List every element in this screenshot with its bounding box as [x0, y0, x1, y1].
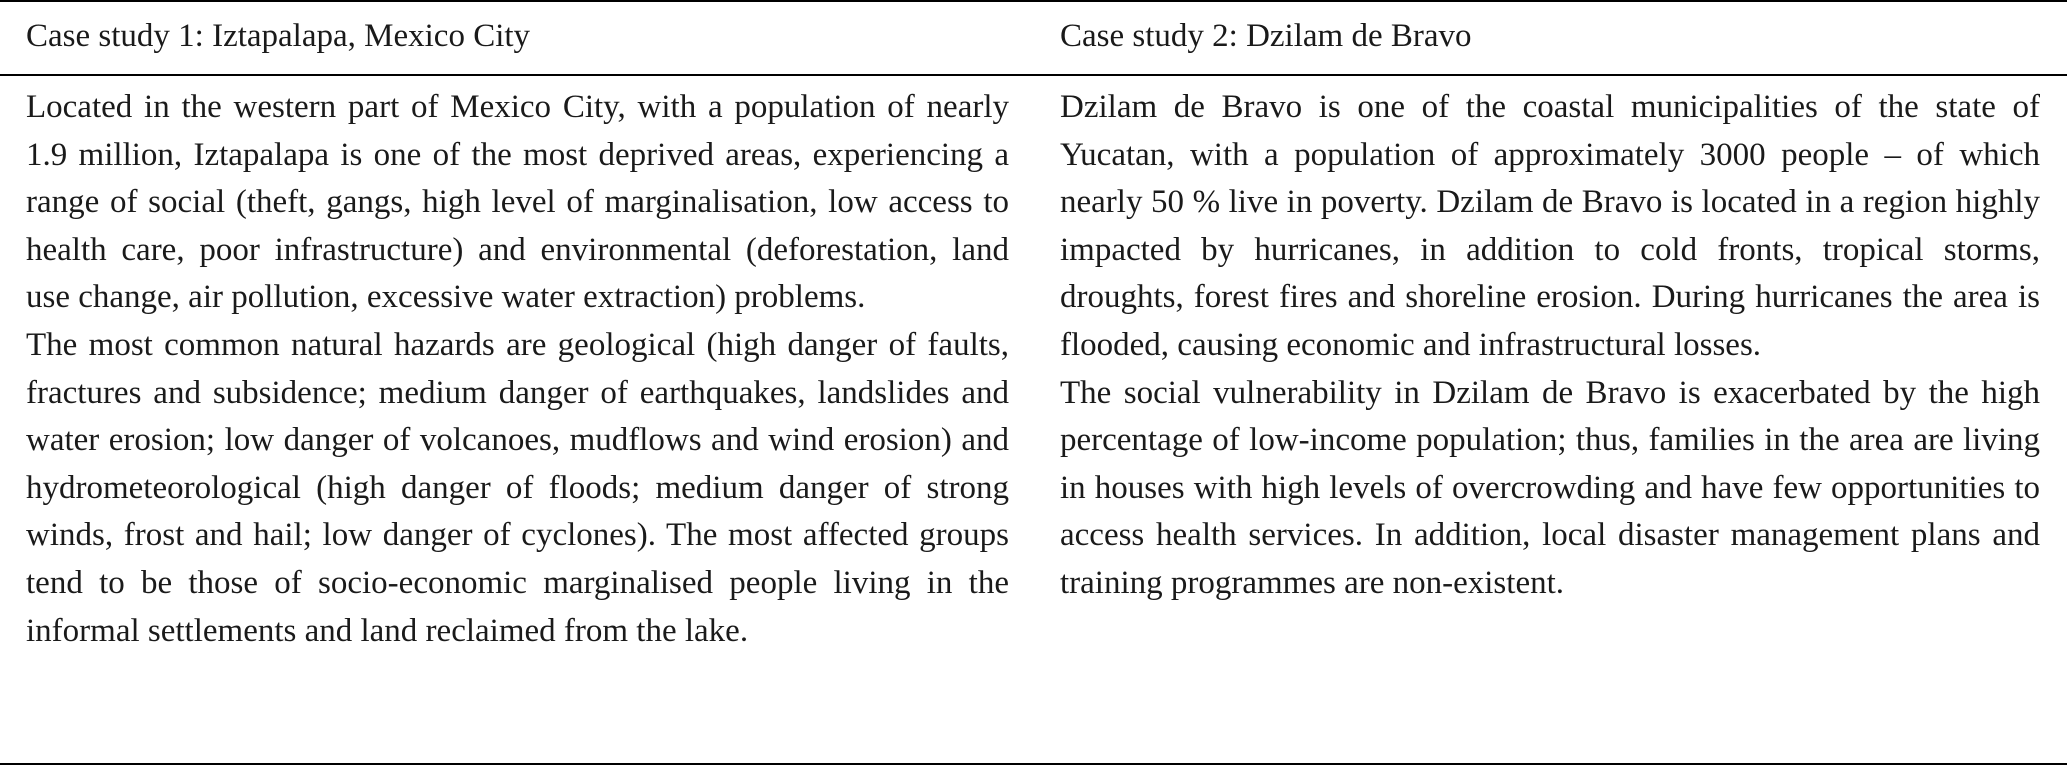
header-case-study-1: Case study 1: Iztapalapa, Mexico City — [26, 18, 531, 54]
case-study-2-paragraph-2: The social vulnerability in Dzilam de Bravo is exacerbated by the high percentage of low-income population; thus, families in the area are living in houses with high levels of overcrowding and have few opportunities to access health services. In addition, local disaster management plans and training programmes are non-existent. — [1060, 374, 2040, 601]
header-rule — [0, 74, 2067, 76]
case-study-1-paragraph-1: Located in the western part of Mexico City, with a population of nearly 1.9 million, Iztapalapa is one of the most deprived areas, experiencing a range of social (theft, gangs, high level of marginalisation, low access to health care, poor infrastructure) and environmental (deforestation, land use change, air pollution, excessive water extraction) problems. — [26, 89, 1009, 316]
case-study-2-paragraph-1: Dzilam de Bravo is one of the coastal municipalities of the state of Yucatan, with a population of approximately 3000 people – of which nearly 50 % live in poverty. Dzilam de Bravo is located in a region highly impacted by hurricanes, in addition to cold fronts, tropical storms, droughts, forest fires and shoreline erosion. During hurricanes the area is flooded, causing economic and infrastructural losses. — [1060, 89, 2040, 363]
case-study-1-paragraph-2: The most common natural hazards are geological (high danger of faults, fractures and subsidence; medium danger of earthquakes, landslides and water erosion; low danger of volcanoes, mudflows and wind erosion) and hydrometeorological (high danger of floods; medium danger of strong winds, frost and hail; low danger of cyclones). The most affected groups tend to be those of socio-economic marginalised people living in the informal settlements and land reclaimed from the lake. — [26, 326, 1009, 649]
header-case-study-2: Case study 2: Dzilam de Bravo — [1060, 18, 1472, 54]
bottom-rule — [0, 763, 2067, 765]
case-study-1-text — [26, 84, 1009, 655]
case-study-2-text — [1060, 84, 2040, 608]
top-rule — [0, 0, 2067, 2]
